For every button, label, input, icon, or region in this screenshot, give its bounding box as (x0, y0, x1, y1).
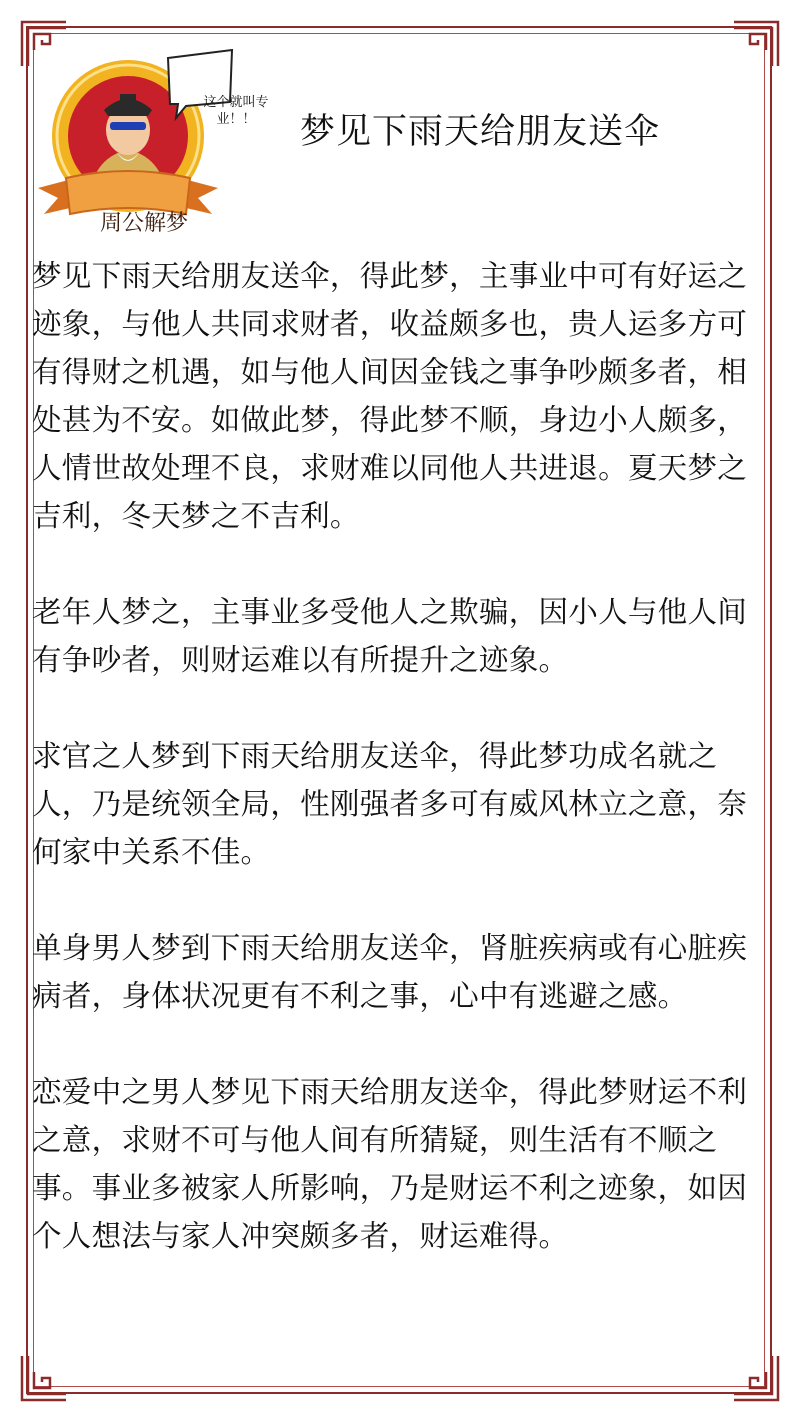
page-title: 梦见下雨天给朋友送伞 (300, 112, 661, 152)
corner-ornament-top-right (730, 18, 782, 70)
speech-bubble-text: 这个就叫专业！！ (203, 95, 269, 127)
corner-ornament-bottom-right (730, 1352, 782, 1404)
paragraph: 单身男人梦到下雨天给朋友送伞，肾脏疾病或有心脏疾病者，身体状况更有不利之事，心中有逃避之感。 (32, 931, 748, 1013)
paragraph: 梦见下雨天给朋友送伞，得此梦，主事业中可有好运之迹象，与他人共同求财者，收益颇多也，贵人运多方可有得财之机遇，如与他人间因金钱之事争吵颇多者，相处甚为不安。如做此梦，得此梦不顺，身边小人颇多，人情世故处理不良，求财难以同他人共进退。夏天梦之吉利，冬天梦之不吉利。 (32, 259, 748, 533)
paragraph: 老年人梦之，主事业多受他人之欺骗，因小人与他人间有争吵者，则财运难以有所提升之迹象。 (32, 595, 748, 677)
corner-ornament-bottom-left (18, 1352, 70, 1404)
badge-label: 周公解梦 (99, 211, 188, 236)
paragraph: 求官之人梦到下雨天给朋友送伞，得此梦功成名就之人，乃是统领全局，性刚强者多可有威风林立之意，奈何家中关系不佳。 (32, 739, 748, 869)
article-body (32, 252, 756, 1308)
paragraph: 恋爱中之男人梦见下雨天给朋友送伞，得此梦财运不利之意，求财不可与他人间有所猜疑，则生活有不顺之事。事业多被家人所影响，乃是财运不利之迹象，如因个人想法与家人冲突颇多者，财运难得。 (32, 1075, 748, 1253)
zhougong-badge-logo (36, 38, 269, 236)
